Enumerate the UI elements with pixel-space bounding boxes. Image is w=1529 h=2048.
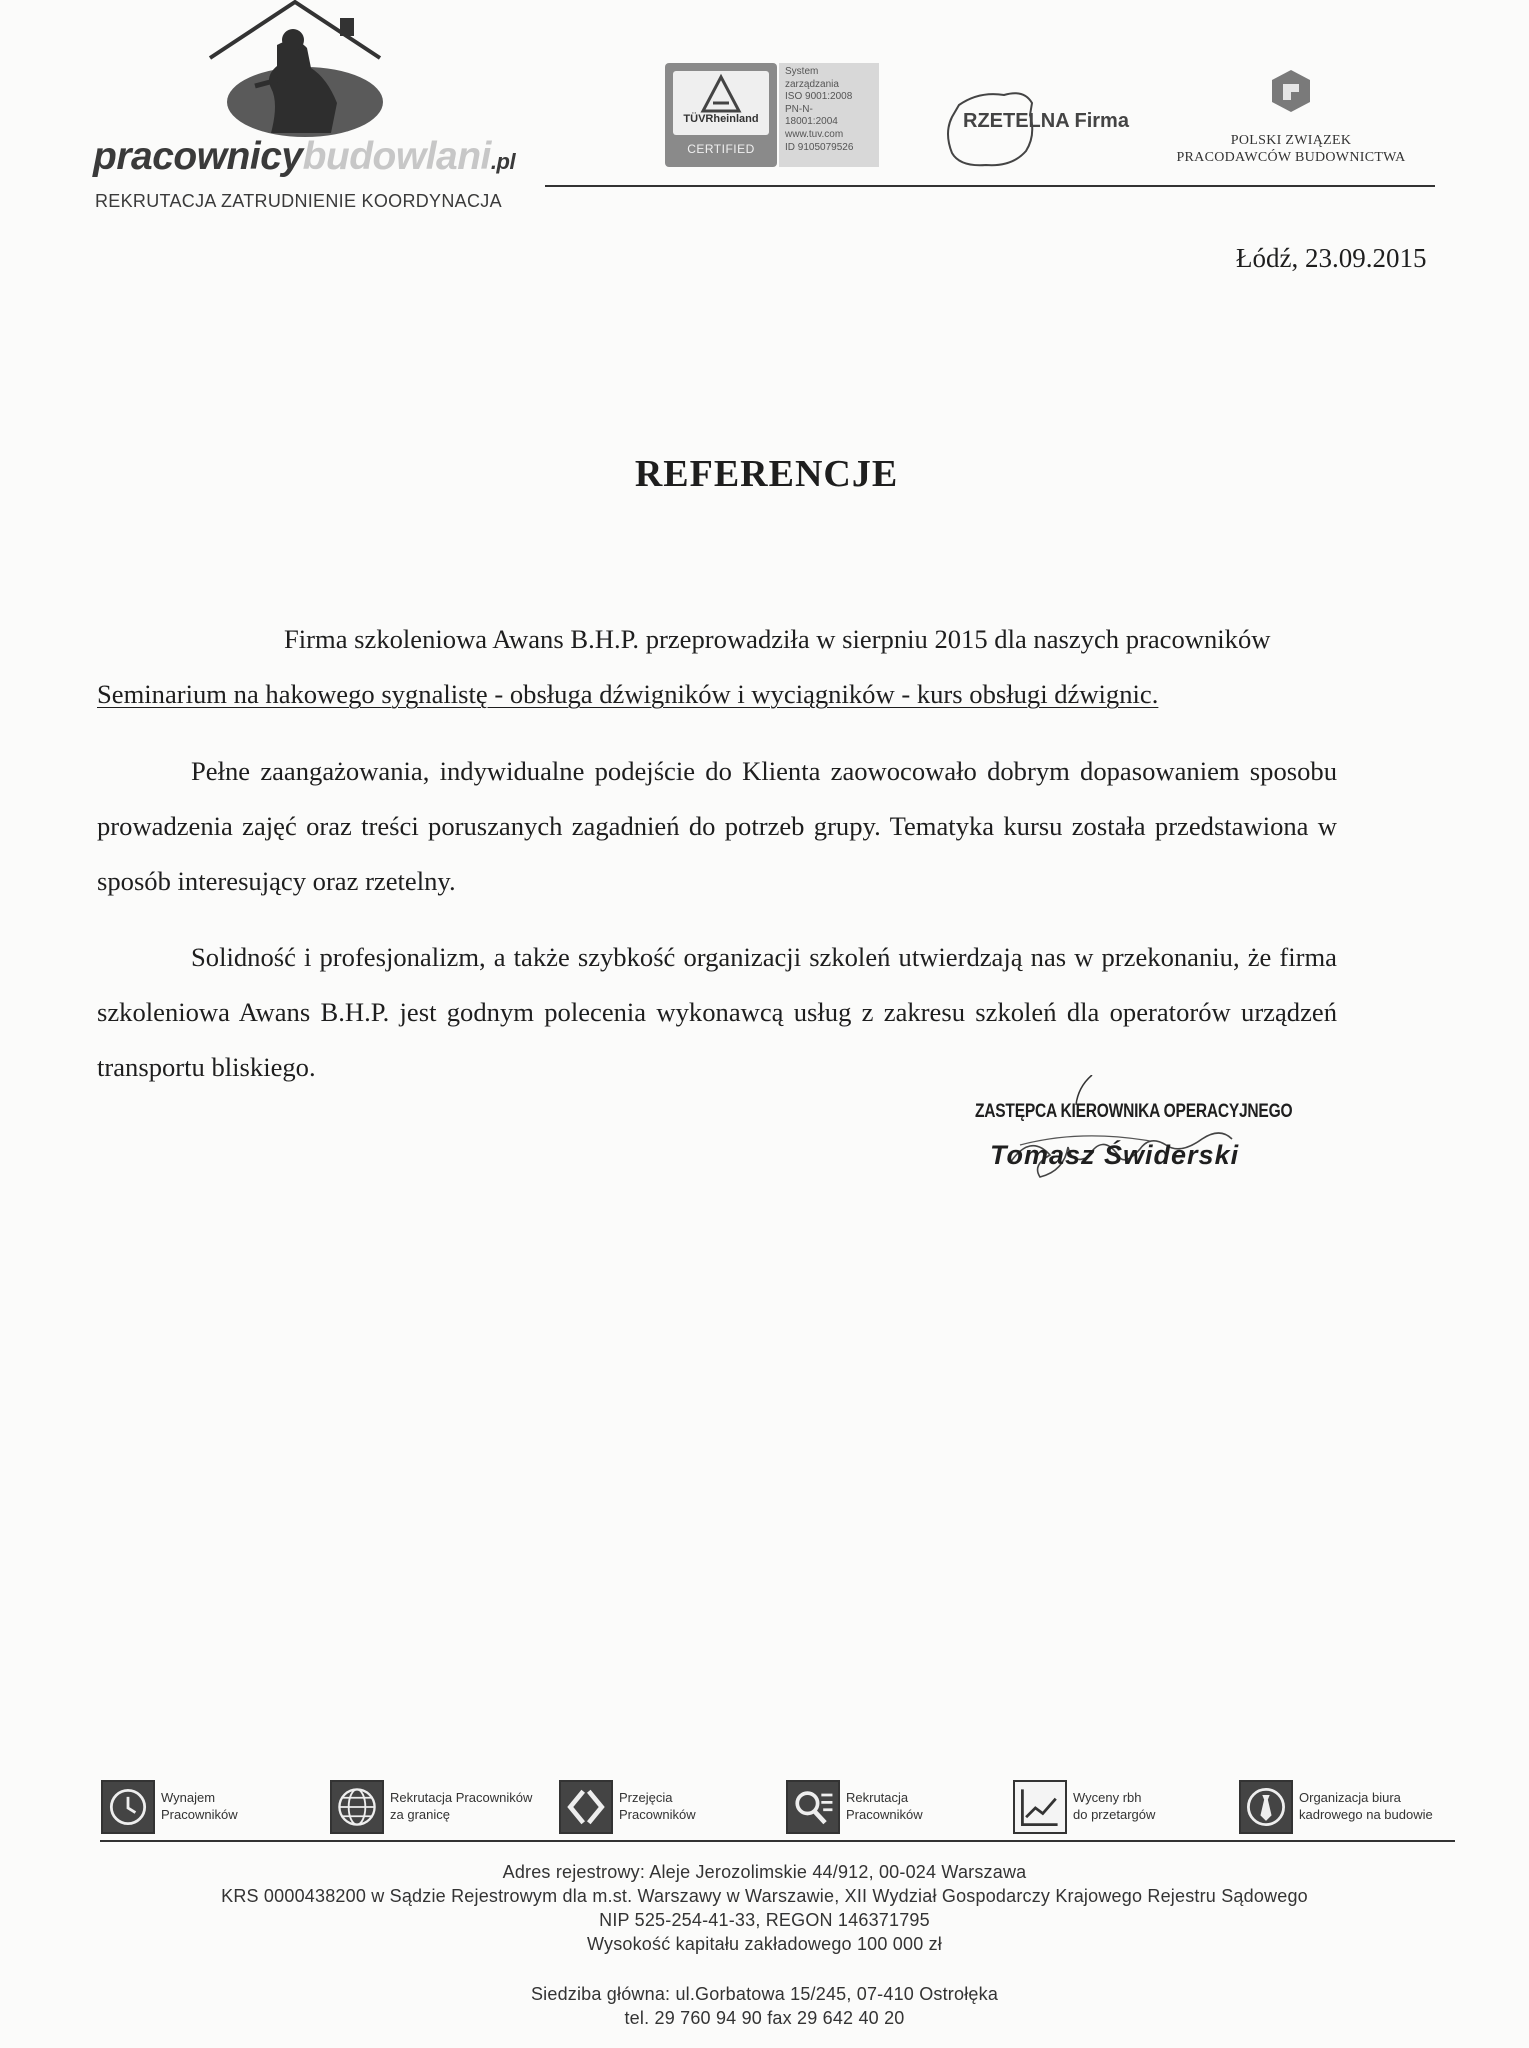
globe-icon <box>330 1780 384 1834</box>
pzpb-logo-icon <box>1270 68 1312 114</box>
registered-address: Adres rejestrowy: Aleje Jerozolimskie 44/912, 00-024 Warszawa <box>502 1862 1027 1882</box>
footer-divider <box>100 1840 1455 1842</box>
handwritten-signature <box>990 1075 1265 1195</box>
nip-regon: NIP 525-254-41-33, REGON 146371795 <box>599 1910 930 1930</box>
arrows-icon <box>559 1780 613 1834</box>
letter-title: REFERENCJE <box>634 453 899 495</box>
tuv-certificate-badge <box>665 63 777 167</box>
magnifier-icon <box>786 1780 840 1834</box>
clock-icon <box>101 1780 155 1834</box>
share-capital: Wysokość kapitału zakładowego 100 000 zł <box>586 1934 943 1954</box>
paragraph-3-text: Solidność i profesjonalizm, a także szybkość organizacji szkoleń utwierdzają nas w przekonaniu, że firma szkoleniowa Awans B.H.P. jest godnym polecenia wykonawcą usług z zakresu szkoleń dla operatorów urządzeń transportu bliskiego. <box>97 942 1337 1082</box>
paragraph-1-line-1: Firma szkoleniowa Awans B.H.P. przeprowadziła w sierpniu 2015 dla naszych pracowników <box>284 624 1271 654</box>
phone-fax: tel. 29 760 94 90 fax 29 642 40 20 <box>624 2008 905 2028</box>
signatory-name-stamp: Tomasz Świderski <box>990 1140 1240 1170</box>
pzpb-name-line1: POLSKI ZWIĄZEK <box>1230 133 1352 148</box>
company-logo-icon <box>205 0 435 150</box>
company-logo-name: pracownicybudowlani.pl <box>93 135 516 178</box>
krs-info: KRS 0000438200 w Sądzie Rejestrowym dla m.st. Warszawy w Warszawie, XII Wydział Gospodarczy Krajowego Rejestru Sądowego <box>221 1886 1308 1906</box>
paragraph-2-text: Pełne zaangażowania, indywidualne podejście do Klienta zaowocowało dobrym dopasowaniem sposobu prowadzenia zajęć oraz treści poruszanych zagadnień do potrzeb grupy. Tematyka kursu została przedstawiona w sposób interesujący oraz rzetelny. <box>97 756 1337 896</box>
chart-icon <box>1013 1780 1067 1834</box>
course-name: Seminarium na hakowego sygnalistę - obsługa dźwigników i wyciągników - kurs obsługi dźwignic. <box>97 679 1159 709</box>
paragraph-1 <box>97 612 1337 722</box>
iso-system-label: System zarządzania ISO 9001:2008 PN-N- 18001:2004 www.tuv.com ID 9105079526 <box>779 63 879 167</box>
letter-date: Łódź, 23.09.2015 <box>1236 243 1427 273</box>
rzetelna-firma-badge: RZETELNA Firma <box>963 110 1129 132</box>
tuv-certified: CERTIFIED <box>687 142 755 156</box>
company-tagline: REKRUTACJA ZATRUDNIENIE KOORDYNACJA <box>95 191 502 211</box>
paragraph-2 <box>97 744 1337 909</box>
pzpb-name-line2: PRACODAWCÓW BUDOWNICTWA <box>1176 150 1406 165</box>
header-divider <box>545 185 1435 187</box>
paragraph-3 <box>97 930 1337 1095</box>
signatory-title-stamp: ZASTĘPCA KIEROWNIKA OPERACYJNEGO <box>975 1101 1293 1122</box>
tie-icon <box>1239 1780 1293 1834</box>
headquarters-address: Siedziba główna: ul.Gorbatowa 15/245, 07-410 Ostrołęka <box>530 1984 999 2004</box>
tuv-brand: TÜVRheinland <box>683 113 759 125</box>
